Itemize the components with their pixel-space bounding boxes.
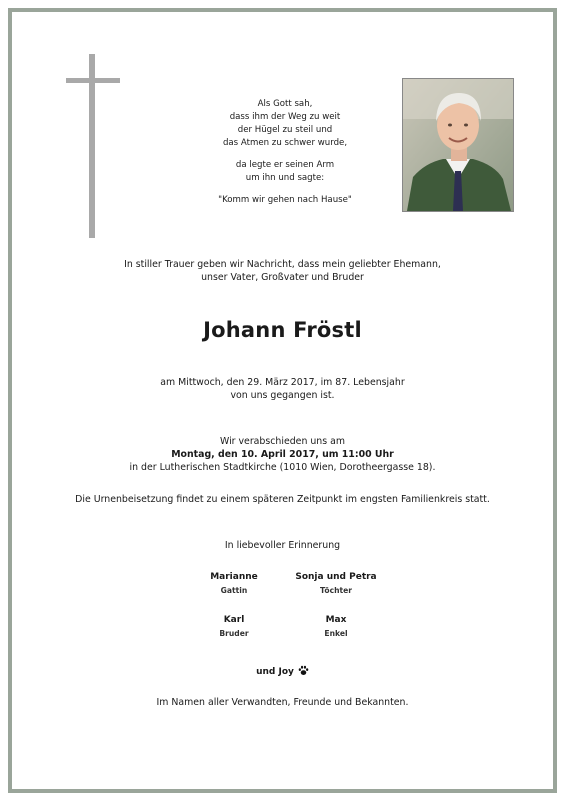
signatory — [266, 614, 406, 640]
signatory — [266, 571, 406, 597]
farewell-date: Montag, den 10. April 2017, um 11:00 Uhr — [171, 449, 394, 460]
signatory-name: Max — [325, 615, 347, 625]
signatory-name: Marianne — [210, 572, 258, 582]
pet-line — [0, 659, 565, 679]
farewell-line: Wir verabschieden uns am — [220, 436, 345, 447]
closing-line: Im Namen aller Verwandten, Freunde und Bekannten. — [156, 697, 409, 708]
memory-line: In liebevoller Erinnerung — [224, 540, 341, 551]
signatory-role: Gattin — [220, 586, 248, 595]
deceased-name: Johann Fröstl — [203, 318, 362, 342]
poem-line: Als Gott sah, — [257, 99, 313, 109]
death-notice — [0, 376, 565, 402]
signatory-name: Sonja und Petra — [295, 572, 377, 582]
portrait-photo — [402, 78, 514, 212]
poem-quote: "Komm wir gehen nach Hause" — [218, 195, 352, 205]
announcement — [0, 258, 565, 284]
death-line: am Mittwoch, den 29. März 2017, im 87. Lebensjahr — [160, 377, 405, 388]
poem-line: dass ihm der Weg zu weit — [229, 112, 341, 122]
signatory-role: Bruder — [219, 629, 249, 638]
farewell-notice — [0, 435, 565, 474]
urn-notice: Die Urnenbeisetzung findet zu einem späteren Zeitpunkt im engsten Familienkreis statt. — [75, 494, 490, 505]
farewell-location: in der Lutherischen Stadtkirche (1010 Wien, Dorotheergasse 18). — [129, 462, 436, 473]
poem — [190, 98, 380, 207]
signatory-role: Enkel — [324, 629, 348, 638]
poem-line: der Hügel zu steil und — [237, 125, 333, 135]
death-line: von uns gegangen ist. — [230, 390, 335, 401]
poem-line: das Atmen zu schwer wurde, — [222, 138, 348, 148]
announcement-line: In stiller Trauer geben wir Nachricht, dass mein geliebter Ehemann, — [124, 259, 441, 270]
pet-name: und Joy — [256, 667, 294, 677]
paw-icon — [298, 665, 309, 679]
poem-line: da legte er seinen Arm — [235, 160, 335, 170]
signatory-role: Töchter — [319, 586, 353, 595]
announcement-line: unser Vater, Großvater und Bruder — [201, 272, 364, 283]
signatory-name: Karl — [223, 615, 245, 625]
poem-line: um ihn und sagte: — [245, 173, 325, 183]
